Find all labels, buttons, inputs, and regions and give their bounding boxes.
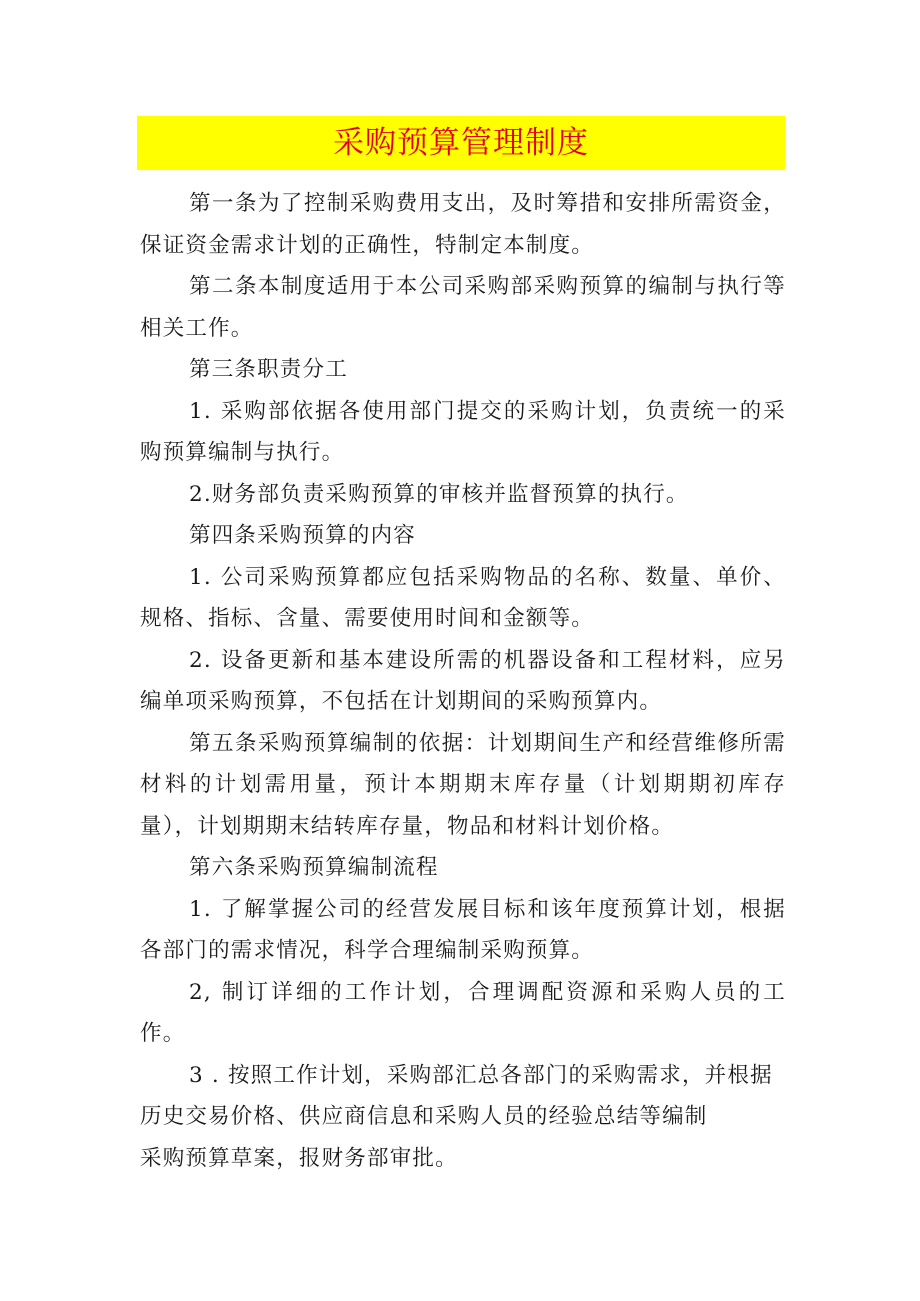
paragraph-article-6-item-2: 2, 制订详细的工作计划，合理调配资源和采购人员的工作。: [140, 979, 786, 1046]
paragraph-article-4-item-1: 1. 公司采购预算都应包括采购物品的名称、数量、单价、规格、指标、含量、需要使用时间和金额等。: [140, 564, 786, 631]
paragraph-line: 3 . 按照工作计划，采购部汇总各部门的采购需求，并根据: [189, 1062, 773, 1088]
paragraph-line: 历史交易价格、供应商信息和采购人员的经验总结等编制: [140, 1104, 708, 1129]
paragraph-article-4-heading: 第四条采购预算的内容: [189, 523, 417, 548]
paragraph-article-2: 第二条本制度适用于本公司采购部采购预算的编制与执行等相关工作。: [140, 274, 786, 341]
paragraph-article-6-heading: 第六条采购预算编制流程: [189, 855, 439, 880]
document-body: [140, 183, 786, 1179]
paragraph-article-6-item-3: [140, 1055, 786, 1180]
paragraph-article-6-item-1: 1. 了解掌握公司的经营发展目标和该年度预算计划，根据各部门的需求情况，科学合理编制采购预算。: [140, 896, 786, 963]
paragraph-article-1: 第一条为了控制采购费用支出，及时筹措和安排所需资金，保证资金需求计划的正确性，特制定本制度。: [140, 191, 786, 258]
document-title: 采购预算管理制度: [333, 124, 589, 161]
paragraph-article-5: 第五条采购预算编制的依据：计划期间生产和经营维修所需材料的计划需用量，预计本期期末库存量（计划期期初库存量），计划期期末结转库存量，物品和材料计划价格。: [140, 730, 786, 839]
paragraph-article-4-item-2: 2. 设备更新和基本建设所需的机器设备和工程材料，应另编单项采购预算，不包括在计划期间的采购预算内。: [140, 647, 786, 714]
title-banner: [137, 116, 785, 170]
paragraph-line: 采购预算草案，报财务部审批。: [140, 1145, 458, 1171]
paragraph-article-3-heading: 第三条职责分工: [189, 357, 348, 382]
paragraph-article-3-item-1: 1. 采购部依据各使用部门提交的采购计划，负责统一的采购预算编制与执行。: [140, 398, 786, 465]
paragraph-article-3-item-2: 2.财务部负责采购预算的审核并监督预算的执行。: [189, 481, 689, 507]
